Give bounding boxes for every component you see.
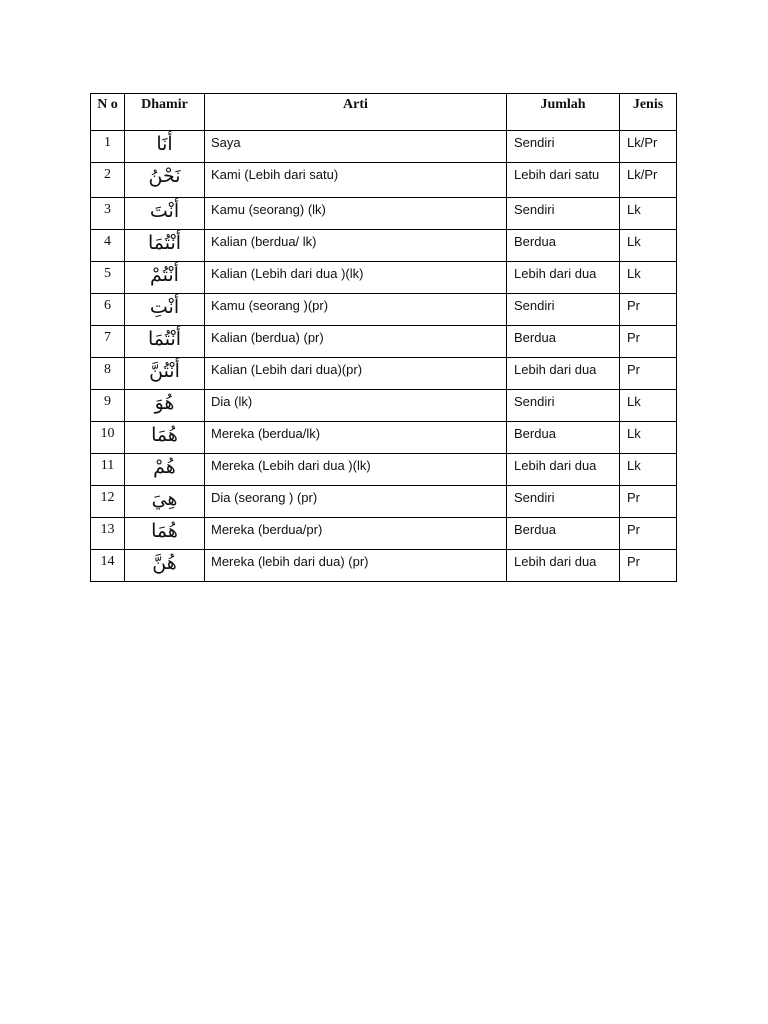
- cell-no: 4: [91, 230, 125, 262]
- table-row: [91, 326, 677, 358]
- cell-arti: Kamu (seorang )(pr): [205, 294, 507, 326]
- cell-no: 2: [91, 163, 125, 198]
- table-row: [91, 262, 677, 294]
- cell-dhamir: أَنْتَ: [125, 198, 205, 230]
- header-dhamir: Dhamir: [125, 94, 205, 131]
- table-row: [91, 422, 677, 454]
- cell-dhamir: هِيَ: [125, 486, 205, 518]
- cell-dhamir: أَنْتِ: [125, 294, 205, 326]
- cell-jumlah: Sendiri: [507, 131, 620, 163]
- cell-jenis: Lk: [620, 230, 677, 262]
- cell-dhamir: أَنْتُمْ: [125, 262, 205, 294]
- table-row: [91, 163, 677, 198]
- cell-no: 12: [91, 486, 125, 518]
- cell-arti: Kalian (Lebih dari dua)(pr): [205, 358, 507, 390]
- cell-no: 13: [91, 518, 125, 550]
- cell-jumlah: Sendiri: [507, 198, 620, 230]
- cell-arti: Mereka (Lebih dari dua )(lk): [205, 454, 507, 486]
- cell-no: 14: [91, 550, 125, 582]
- cell-arti: Kalian (Lebih dari dua )(lk): [205, 262, 507, 294]
- table-row: [91, 390, 677, 422]
- table-row: [91, 550, 677, 582]
- cell-jumlah: Lebih dari dua: [507, 454, 620, 486]
- cell-no: 7: [91, 326, 125, 358]
- cell-no: 8: [91, 358, 125, 390]
- cell-jumlah: Sendiri: [507, 486, 620, 518]
- cell-jumlah: Sendiri: [507, 294, 620, 326]
- cell-jenis: Pr: [620, 358, 677, 390]
- cell-jenis: Lk: [620, 390, 677, 422]
- cell-jenis: Pr: [620, 326, 677, 358]
- cell-jumlah: Lebih dari satu: [507, 163, 620, 198]
- cell-arti: Dia (seorang ) (pr): [205, 486, 507, 518]
- cell-arti: Mereka (lebih dari dua) (pr): [205, 550, 507, 582]
- table-row: [91, 454, 677, 486]
- cell-dhamir: أَنْتُنَّ: [125, 358, 205, 390]
- table-row: [91, 294, 677, 326]
- cell-jumlah: Berdua: [507, 326, 620, 358]
- cell-arti: Mereka (berdua/lk): [205, 422, 507, 454]
- cell-arti: Kami (Lebih dari satu): [205, 163, 507, 198]
- cell-jenis: Pr: [620, 550, 677, 582]
- cell-jumlah: Lebih dari dua: [507, 358, 620, 390]
- header-jenis: Jenis: [620, 94, 677, 131]
- dhamir-table: [90, 93, 677, 582]
- cell-jumlah: Sendiri: [507, 390, 620, 422]
- cell-jumlah: Berdua: [507, 422, 620, 454]
- cell-dhamir: أَنَا: [125, 131, 205, 163]
- cell-dhamir: أَنْتُمَا: [125, 326, 205, 358]
- cell-no: 11: [91, 454, 125, 486]
- cell-arti: Saya: [205, 131, 507, 163]
- cell-no: 5: [91, 262, 125, 294]
- cell-jumlah: Lebih dari dua: [507, 550, 620, 582]
- cell-jenis: Pr: [620, 518, 677, 550]
- cell-jumlah: Berdua: [507, 230, 620, 262]
- cell-jenis: Lk/Pr: [620, 163, 677, 198]
- cell-arti: Kamu (seorang) (lk): [205, 198, 507, 230]
- table-row: [91, 198, 677, 230]
- table-row: [91, 518, 677, 550]
- cell-dhamir: هُوَ: [125, 390, 205, 422]
- cell-jenis: Lk/Pr: [620, 131, 677, 163]
- cell-jenis: Lk: [620, 454, 677, 486]
- cell-no: 6: [91, 294, 125, 326]
- cell-arti: Kalian (berdua) (pr): [205, 326, 507, 358]
- table-row: [91, 131, 677, 163]
- cell-arti: Dia (lk): [205, 390, 507, 422]
- table-header: [91, 94, 677, 131]
- cell-arti: Mereka (berdua/pr): [205, 518, 507, 550]
- table-body: [91, 131, 677, 582]
- table-row: [91, 486, 677, 518]
- cell-dhamir: هُنَّ: [125, 550, 205, 582]
- cell-dhamir: هُمَا: [125, 422, 205, 454]
- header-no: N o: [91, 94, 125, 131]
- cell-jenis: Pr: [620, 294, 677, 326]
- cell-dhamir: أَنْتُمَا: [125, 230, 205, 262]
- table-row: [91, 358, 677, 390]
- cell-jumlah: Lebih dari dua: [507, 262, 620, 294]
- header-arti: Arti: [205, 94, 507, 131]
- cell-jenis: Lk: [620, 422, 677, 454]
- cell-no: 3: [91, 198, 125, 230]
- cell-jenis: Lk: [620, 262, 677, 294]
- cell-dhamir: هُمَا: [125, 518, 205, 550]
- cell-jenis: Lk: [620, 198, 677, 230]
- cell-jenis: Pr: [620, 486, 677, 518]
- cell-jumlah: Berdua: [507, 518, 620, 550]
- table-row: [91, 230, 677, 262]
- cell-no: 1: [91, 131, 125, 163]
- cell-arti: Kalian (berdua/ lk): [205, 230, 507, 262]
- cell-no: 10: [91, 422, 125, 454]
- cell-no: 9: [91, 390, 125, 422]
- cell-dhamir: نَحْنُ: [125, 163, 205, 198]
- header-jumlah: Jumlah: [507, 94, 620, 131]
- cell-dhamir: هُمْ: [125, 454, 205, 486]
- header-row: [91, 94, 677, 131]
